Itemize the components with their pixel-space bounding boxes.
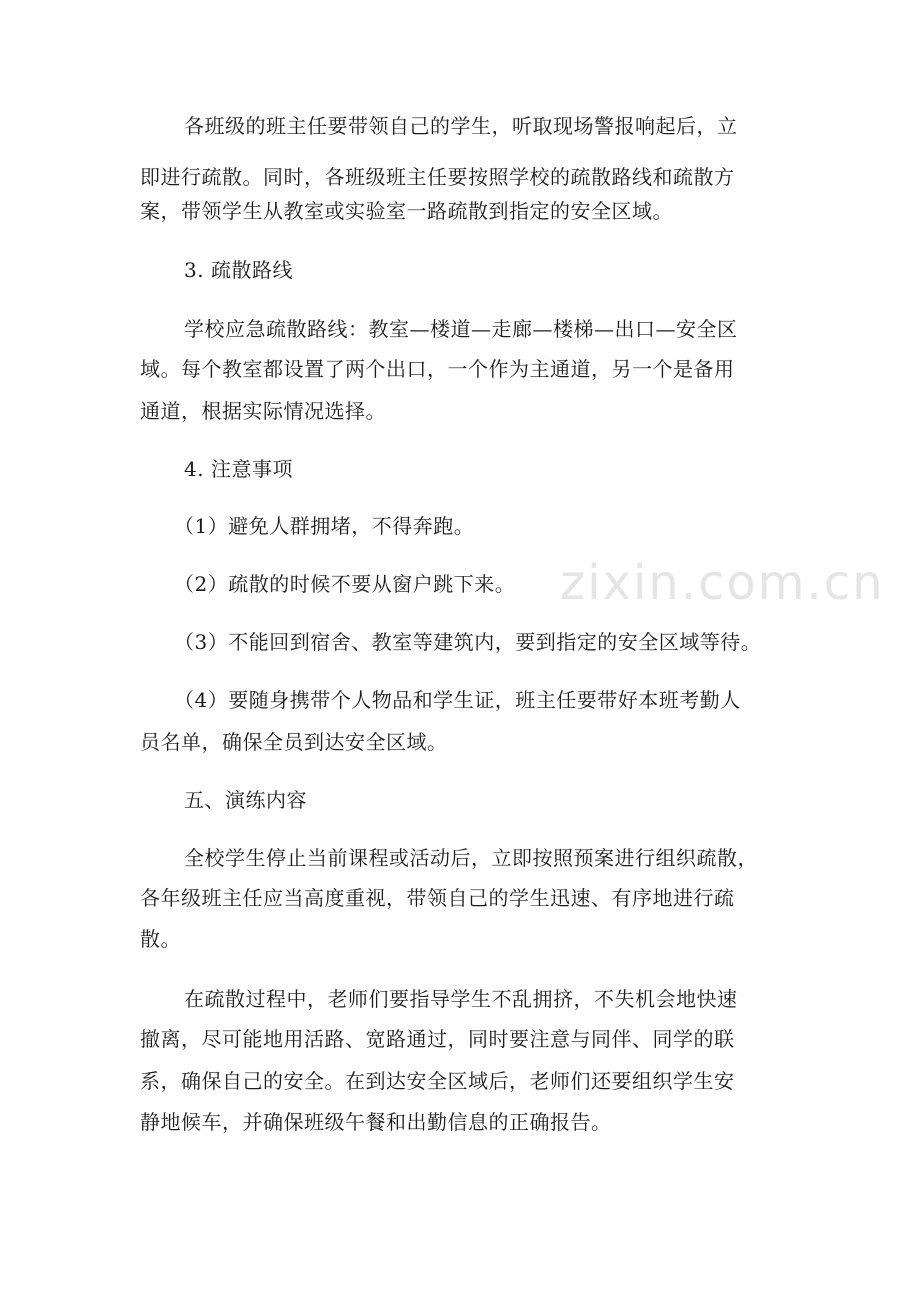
list-item: （1）避免人群拥堵，不得奔跑。	[174, 514, 475, 538]
paragraph-line: 域。每个教室都设置了两个出口，一个作为主通道，另一个是备用	[140, 357, 735, 381]
list-item: （2）疏散的时候不要从窗户跳下来。	[174, 572, 516, 596]
paragraph-line: 系，确保自己的安全。在到达安全区域后，老师们还要组织学生安	[140, 1069, 735, 1093]
section-heading: 五、演练内容	[184, 788, 307, 812]
section-heading: 4. 注意事项	[184, 457, 293, 481]
list-item: （4）要随身携带个人物品和学生证，班主任要带好本班考勤人	[174, 688, 741, 712]
paragraph-line: 在疏散过程中，老师们要指导学生不乱拥挤，不失机会地快速	[184, 987, 738, 1011]
paragraph-line: 学校应急疏散路线：教室—楼道—走廊—楼梯—出口—安全区	[184, 317, 738, 341]
list-item: 员名单，确保全员到达安全区域。	[140, 730, 448, 754]
paragraph-line: 静地候车，并确保班级午餐和出勤信息的正确报告。	[140, 1110, 612, 1134]
paragraph-line: 案，带领学生从教室或实验室一路疏散到指定的安全区域。	[140, 199, 673, 223]
paragraph-line: 各年级班主任应当高度重视，带领自己的学生迅速、有序地进行疏	[140, 886, 735, 910]
paragraph-line: 各班级的班主任要带领自己的学生，听取现场警报响起后，立	[184, 114, 738, 138]
paragraph-line: 散。	[140, 927, 181, 951]
paragraph-line: 通道，根据实际情况选择。	[140, 399, 386, 423]
section-heading: 3. 疏散路线	[184, 258, 293, 282]
paragraph-line: 全校学生停止当前课程或活动后，立即按照预案进行组织疏散，	[184, 846, 758, 870]
watermark: zixin.com.cn	[560, 555, 885, 611]
paragraph-line: 即进行疏散。同时，各班级班主任要按照学校的疏散路线和疏散方	[140, 165, 735, 189]
list-item: （3）不能回到宿舍、教室等建筑内，要到指定的安全区域等待。	[174, 630, 762, 654]
paragraph-line: 撤离，尽可能地用活路、宽路通过，同时要注意与同伴、同学的联	[140, 1027, 735, 1051]
